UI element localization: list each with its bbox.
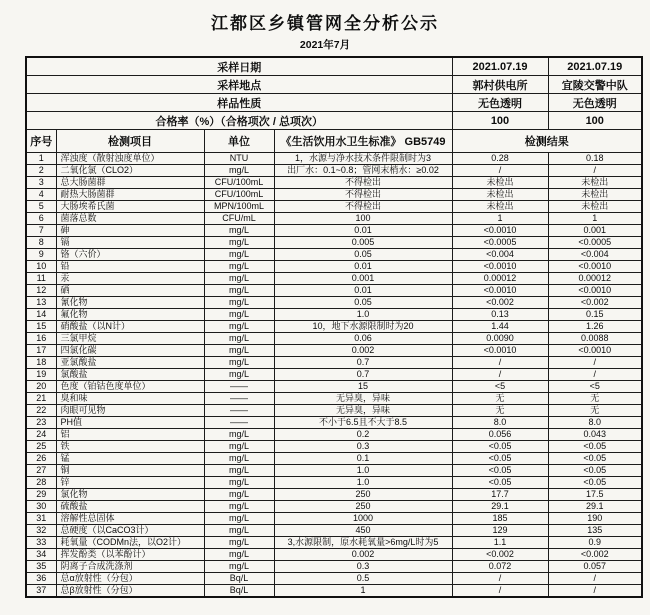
serial-cell: 26 [26,453,56,465]
result-cell-2: <0.002 [548,297,642,309]
standard-cell: 100 [274,213,452,225]
standard-cell: 0.001 [274,273,452,285]
result-cell-1: <0.0005 [452,237,548,249]
result-cell-1: 8.0 [452,417,548,429]
standard-cell: 0.05 [274,297,452,309]
serial-cell: 12 [26,285,56,297]
serial-cell: 7 [26,225,56,237]
result-cell-1: / [452,369,548,381]
unit-cell: mg/L [204,165,274,177]
serial-cell: 30 [26,501,56,513]
item-cell: 耐热大肠菌群 [56,189,204,201]
result-cell-2: 0.18 [548,153,642,165]
info-label: 合格率（%）（合格项次 / 总项次） [26,112,452,130]
unit-cell: mg/L [204,261,274,273]
info-label: 样品性质 [26,94,452,112]
serial-cell: 32 [26,525,56,537]
result-cell-2: 0.043 [548,429,642,441]
item-cell: 铅 [56,261,204,273]
result-cell-1: <0.002 [452,549,548,561]
result-cell-2: <0.0010 [548,345,642,357]
table-row [26,369,642,381]
table-row [26,345,642,357]
result-cell-1: 0.056 [452,429,548,441]
result-cell-2: 未检出 [548,177,642,189]
serial-cell: 19 [26,369,56,381]
standard-cell: 15 [274,381,452,393]
info-row-sample-location [26,76,642,94]
unit-cell: mg/L [204,237,274,249]
result-cell-1: 未检出 [452,177,548,189]
unit-cell: mg/L [204,225,274,237]
info-row-sample-date [26,57,642,76]
result-cell-1: 0.072 [452,561,548,573]
result-cell-1: <0.0010 [452,225,548,237]
item-cell: 硒 [56,285,204,297]
result-cell-2: 0.15 [548,309,642,321]
table-row [26,177,642,189]
unit-cell: mg/L [204,429,274,441]
item-cell: 阴离子合成洗涤剂 [56,561,204,573]
table-row [26,429,642,441]
result-cell-2: 0.9 [548,537,642,549]
table-row [26,549,642,561]
result-cell-1: <0.05 [452,453,548,465]
table-row [26,525,642,537]
page-title: 江都区乡镇管网全分析公示 [211,14,439,33]
result-cell-2: <0.05 [548,477,642,489]
unit-cell: mg/L [204,297,274,309]
table-row [26,225,642,237]
standard-cell: 1000 [274,513,452,525]
item-cell: 铬（六价） [56,249,204,261]
info-row-sample-property [26,94,642,112]
standard-cell: 0.01 [274,225,452,237]
serial-cell: 3 [26,177,56,189]
column-header-unit: 单位 [204,130,274,153]
result-cell-1: <0.05 [452,441,548,453]
serial-cell: 29 [26,489,56,501]
table-row [26,261,642,273]
result-cell-2: 1 [548,213,642,225]
result-cell-1: <0.002 [452,297,548,309]
info-row-pass-rate [26,112,642,130]
column-header-row [26,130,642,153]
result-cell-2: <0.004 [548,249,642,261]
result-cell-1: 129 [452,525,548,537]
serial-cell: 5 [26,201,56,213]
item-cell: 总α放射性（分包） [56,573,204,585]
serial-cell: 4 [26,189,56,201]
unit-cell: mg/L [204,489,274,501]
table-row [26,165,642,177]
standard-cell: 不小于6.5且不大于8.5 [274,417,452,429]
unit-cell: mg/L [204,345,274,357]
serial-cell: 17 [26,345,56,357]
info-value: 宜陵交警中队 [548,76,642,94]
table-row [26,489,642,501]
serial-cell: 23 [26,417,56,429]
standard-cell: 0.005 [274,237,452,249]
unit-cell: —— [204,405,274,417]
unit-cell: Bq/L [204,573,274,585]
result-cell-2: 29.1 [548,501,642,513]
table-row [26,417,642,429]
serial-cell: 18 [26,357,56,369]
item-cell: 大肠埃希氏菌 [56,201,204,213]
standard-cell: 0.06 [274,333,452,345]
item-cell: 氯化物 [56,489,204,501]
result-cell-2: <0.0005 [548,237,642,249]
unit-cell: mg/L [204,501,274,513]
unit-cell: mg/L [204,549,274,561]
item-cell: 肉眼可见物 [56,405,204,417]
result-cell-2: 17.5 [548,489,642,501]
item-cell: 锰 [56,453,204,465]
table-row [26,441,642,453]
unit-cell: —— [204,381,274,393]
result-cell-2: 无 [548,405,642,417]
info-value: 2021.07.19 [452,57,548,76]
standard-cell: 250 [274,501,452,513]
table-row [26,537,642,549]
result-cell-1: / [452,573,548,585]
unit-cell: mg/L [204,357,274,369]
result-cell-1: / [452,585,548,598]
item-cell: 三氯甲烷 [56,333,204,345]
item-cell: 镉 [56,237,204,249]
table-row [26,285,642,297]
item-cell: 总硬度（以CaCO3计） [56,525,204,537]
serial-cell: 20 [26,381,56,393]
result-cell-2: 未检出 [548,201,642,213]
result-cell-2: <0.05 [548,453,642,465]
standard-cell: 不得检出 [274,177,452,189]
table-row [26,357,642,369]
result-cell-2: 0.057 [548,561,642,573]
result-cell-1: / [452,165,548,177]
standard-cell: 0.01 [274,261,452,273]
standard-cell: 不得检出 [274,201,452,213]
standard-cell: 1 [274,585,452,598]
column-header-item: 检测项目 [56,130,204,153]
table-row [26,477,642,489]
standard-cell: 450 [274,525,452,537]
unit-cell: mg/L [204,273,274,285]
column-header-index: 序号 [26,130,56,153]
table-row [26,405,642,417]
result-cell-2: / [548,357,642,369]
serial-cell: 31 [26,513,56,525]
info-label: 采样地点 [26,76,452,94]
standard-cell: 1.0 [274,465,452,477]
serial-cell: 15 [26,321,56,333]
result-cell-2: <0.0010 [548,285,642,297]
column-header-result: 检测结果 [452,130,642,153]
serial-cell: 1 [26,153,56,165]
item-cell: 亚氯酸盐 [56,357,204,369]
item-cell: 溶解性总固体 [56,513,204,525]
item-cell: 挥发酚类（以苯酚计） [56,549,204,561]
item-cell: 硝酸盐（以N计） [56,321,204,333]
table-row [26,249,642,261]
result-cell-1: 17.7 [452,489,548,501]
standard-cell: 0.05 [274,249,452,261]
item-cell: 氰化物 [56,297,204,309]
unit-cell: Bq/L [204,585,274,598]
table-row [26,297,642,309]
info-value: 无色透明 [452,94,548,112]
result-cell-1: <0.004 [452,249,548,261]
unit-cell: mg/L [204,309,274,321]
serial-cell: 10 [26,261,56,273]
table-row [26,465,642,477]
standard-cell: 0.1 [274,453,452,465]
table-row [26,561,642,573]
unit-cell: mg/L [204,537,274,549]
item-cell: 汞 [56,273,204,285]
item-cell: 臭和味 [56,393,204,405]
standard-cell: 3,水源限制，原水耗氧量>6mg/L时为5 [274,537,452,549]
serial-cell: 27 [26,465,56,477]
result-cell-1: <0.05 [452,477,548,489]
standard-cell: 1，水源与净水技术条件限制时为3 [274,153,452,165]
page-subtitle: 2021年7月 [299,39,351,51]
table-row [26,321,642,333]
result-cell-1: 1.1 [452,537,548,549]
result-cell-2: <0.05 [548,465,642,477]
standard-cell: 0.002 [274,549,452,561]
result-cell-1: <0.0010 [452,345,548,357]
unit-cell: mg/L [204,285,274,297]
unit-cell: mg/L [204,477,274,489]
result-cell-2: / [548,165,642,177]
standard-cell: 0.5 [274,573,452,585]
item-cell: 总大肠菌群 [56,177,204,189]
serial-cell: 6 [26,213,56,225]
serial-cell: 2 [26,165,56,177]
unit-cell: CFU/mL [204,213,274,225]
table-row [26,309,642,321]
item-cell: 二氧化氯（CLO2） [56,165,204,177]
result-cell-2: <5 [548,381,642,393]
info-value: 100 [452,112,548,130]
serial-cell: 22 [26,405,56,417]
result-cell-2: / [548,369,642,381]
standard-cell: 无异臭，异味 [274,405,452,417]
item-cell: 硫酸盐 [56,501,204,513]
item-cell: 锌 [56,477,204,489]
result-cell-2: 0.00012 [548,273,642,285]
standard-cell: 0.002 [274,345,452,357]
analysis-table [25,56,643,598]
serial-cell: 25 [26,441,56,453]
result-cell-2: 0.001 [548,225,642,237]
table-row [26,453,642,465]
serial-cell: 21 [26,393,56,405]
item-cell: 铝 [56,429,204,441]
unit-cell: CFU/100mL [204,189,274,201]
table-row [26,501,642,513]
standard-cell: 0.3 [274,441,452,453]
result-cell-1: <0.0010 [452,261,548,273]
result-cell-2: 未检出 [548,189,642,201]
item-cell: 砷 [56,225,204,237]
info-value: 郭村供电所 [452,76,548,94]
item-cell: 氯酸盐 [56,369,204,381]
result-cell-1: 0.00012 [452,273,548,285]
result-cell-1: <5 [452,381,548,393]
result-cell-2: <0.05 [548,441,642,453]
item-cell: PH值 [56,417,204,429]
unit-cell: MPN/100mL [204,201,274,213]
column-header-standard: 《生活饮用水卫生标准》 GB5749 [274,130,452,153]
standard-cell: 1.0 [274,477,452,489]
result-cell-1: 未检出 [452,201,548,213]
standard-cell: 出厂水：0.1~0.8；管网末梢水：≥0.02 [274,165,452,177]
item-cell: 浑浊度（散射浊度单位） [56,153,204,165]
data-rows [26,153,642,598]
standard-cell: 1.0 [274,309,452,321]
unit-cell: mg/L [204,333,274,345]
standard-cell: 250 [274,489,452,501]
result-cell-1: 1 [452,213,548,225]
result-cell-1: 1.44 [452,321,548,333]
result-cell-2: 0.0088 [548,333,642,345]
table-row [26,585,642,598]
result-cell-2: 8.0 [548,417,642,429]
serial-cell: 24 [26,429,56,441]
unit-cell: mg/L [204,525,274,537]
info-value: 无色透明 [548,94,642,112]
item-cell: 色度（铂钴色度单位） [56,381,204,393]
table-row [26,201,642,213]
info-value: 2021.07.19 [548,57,642,76]
result-cell-1: 29.1 [452,501,548,513]
unit-cell: —— [204,393,274,405]
table-row [26,513,642,525]
unit-cell: mg/L [204,321,274,333]
table-row [26,273,642,285]
unit-cell: mg/L [204,465,274,477]
unit-cell: —— [204,417,274,429]
item-cell: 菌落总数 [56,213,204,225]
result-cell-1: <0.05 [452,465,548,477]
unit-cell: mg/L [204,513,274,525]
unit-cell: mg/L [204,441,274,453]
standard-cell: 0.2 [274,429,452,441]
unit-cell: CFU/100mL [204,177,274,189]
result-cell-1: 0.0090 [452,333,548,345]
serial-cell: 8 [26,237,56,249]
serial-cell: 16 [26,333,56,345]
info-value: 100 [548,112,642,130]
item-cell: 铜 [56,465,204,477]
result-cell-1: 未检出 [452,189,548,201]
serial-cell: 11 [26,273,56,285]
table-row [26,213,642,225]
table-row [26,393,642,405]
serial-cell: 28 [26,477,56,489]
serial-cell: 9 [26,249,56,261]
result-cell-1: 无 [452,393,548,405]
item-cell: 耗氧量（CODMn法，以O2计） [56,537,204,549]
standard-cell: 0.7 [274,369,452,381]
standard-cell: 无异臭，异味 [274,393,452,405]
table-row [26,333,642,345]
serial-cell: 34 [26,549,56,561]
table-row [26,237,642,249]
serial-cell: 36 [26,573,56,585]
standard-cell: 0.3 [274,561,452,573]
result-cell-2: 135 [548,525,642,537]
unit-cell: mg/L [204,369,274,381]
result-cell-2: 无 [548,393,642,405]
result-cell-1: / [452,357,548,369]
result-cell-2: / [548,585,642,598]
item-cell: 氟化物 [56,309,204,321]
serial-cell: 37 [26,585,56,598]
result-cell-2: 1.26 [548,321,642,333]
result-cell-1: 无 [452,405,548,417]
result-cell-2: 190 [548,513,642,525]
unit-cell: mg/L [204,249,274,261]
result-cell-2: / [548,573,642,585]
result-cell-2: <0.002 [548,549,642,561]
result-cell-1: <0.0010 [452,285,548,297]
item-cell: 铁 [56,441,204,453]
serial-cell: 13 [26,297,56,309]
serial-cell: 33 [26,537,56,549]
table-row [26,573,642,585]
result-cell-1: 0.28 [452,153,548,165]
info-label: 采样日期 [26,57,452,76]
item-cell: 四氯化碳 [56,345,204,357]
result-cell-2: <0.0010 [548,261,642,273]
table-row [26,153,642,165]
result-cell-1: 185 [452,513,548,525]
standard-cell: 10，地下水源限制时为20 [274,321,452,333]
standard-cell: 0.7 [274,357,452,369]
unit-cell: mg/L [204,561,274,573]
table-row [26,381,642,393]
result-cell-1: 0.13 [452,309,548,321]
standard-cell: 不得检出 [274,189,452,201]
standard-cell: 0.01 [274,285,452,297]
unit-cell: NTU [204,153,274,165]
table-row [26,189,642,201]
item-cell: 总β放射性（分包） [56,585,204,598]
unit-cell: mg/L [204,453,274,465]
serial-cell: 35 [26,561,56,573]
serial-cell: 14 [26,309,56,321]
